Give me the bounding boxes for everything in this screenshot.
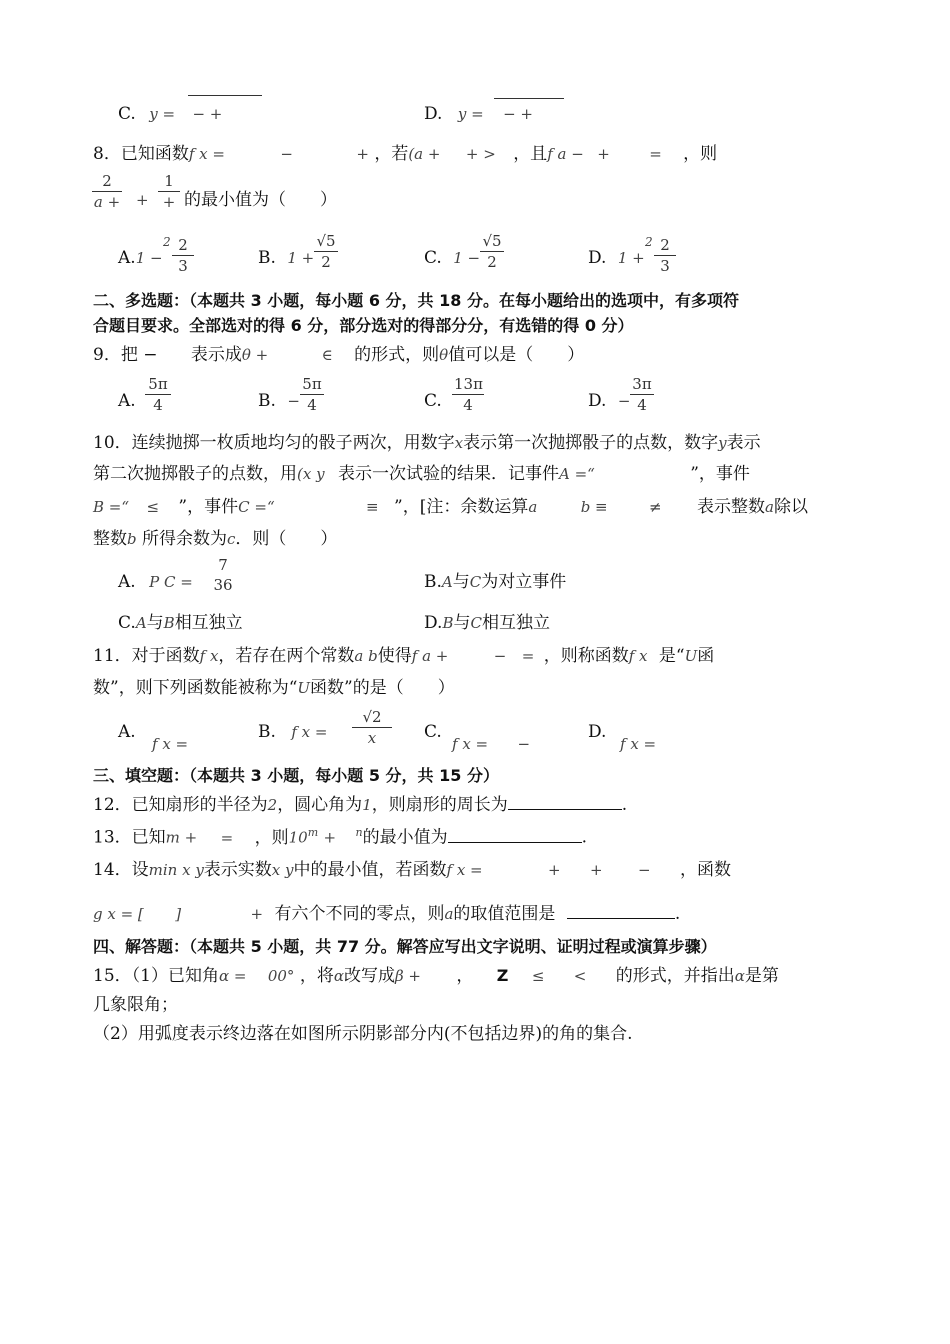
q8-option-a: A.1 − [118,248,163,268]
q9-option-b: B. − [258,391,300,411]
q9-option-d: D. − [588,391,631,411]
q14-line1: 14．设min x y表示实数x y中的最小值，若函数f x = + + − ，函数 [93,860,731,880]
q11-option-c: C. [424,722,442,742]
q14-line2: g x = [ ] + 有六个不同的零点，则a的取值范围是 . [93,904,681,924]
section-4-title: 四、解答题：（本题共 5 小题，共 77 分。解答应写出文字说明、证明过程或演算步骤） [93,937,717,956]
q11-line1: 11．对于函数f x，若存在两个常数a b使得f a + − = ，则称函数f x 是“U函 [93,646,715,666]
q9-d-fraction: $\frac{3\pi}{4}$ [630,375,654,414]
q10-line4: 整数b 所得余数为c．则（ ） [93,529,338,549]
q15-line1: 15．（1）已知角α = 00° ，将α改写成β + ， Z ≤ < 的形式，并指出α是第 [93,966,779,986]
q8-option-d: D. 1 + [588,248,645,268]
q8-d-sup: 2 [645,235,653,249]
q11-option-d: D. [588,722,607,742]
q9-a-fraction: $\frac{5\pi}{4}$ [145,375,171,414]
q11-b-fraction: $\frac{√2}{x}$ [352,708,392,747]
q10-line2: 第二次抛掷骰子的点数，用(x y 表示一次试验的结果．记事件A =“ ”，事件 [93,464,750,484]
q8-fraction-1: $\frac{2}{a +}$ [93,172,121,211]
q11-option-b: B. f x = [258,722,328,742]
q13-answer-blank[interactable] [448,827,582,843]
q8-a-fraction: $\frac{2}{3}$ [172,236,194,275]
q9-option-a: A. [118,391,136,411]
q10-option-a: A. P C = [118,572,193,592]
q7-d-radical-bar [494,98,564,99]
q10-a-fraction: 7 36 [213,556,233,594]
q15-line3: （2）用弧度表示终边落在如图所示阴影部分内(不包括边界)的角的集合. [93,1024,633,1044]
q10-option-c: C.A与B相互独立 [118,613,243,633]
q11-line2: 数”，则下列函数能被称为“U函数”的是（ ） [93,678,455,698]
q10-line1: 10．连续抛掷一枚质地均匀的骰子两次，用数字x表示第一次抛掷骰子的点数，数字y表示 [93,433,761,453]
q9-option-c: C. [424,391,442,411]
q12-answer-blank[interactable] [508,794,622,810]
q8-line1: 8．已知函数f x = − + ，若(a + + > ，且f a − + = ，则 [93,144,718,164]
q8-a-sup: 2 [163,235,171,249]
q8-b-fraction: $\frac{√5}{2}$ [314,232,338,271]
q7-option-c: C. y = − + [118,104,223,124]
q7-option-d: D. y = − + [424,104,533,124]
q8-fraction-2: 1 + [158,172,180,211]
q11-d-expr: f x = [620,735,657,753]
q9-b-fraction: $\frac{5\pi}{4}$ [300,375,324,414]
q8-option-c: C. 1 − [424,248,481,268]
q7-c-radical-bar [188,95,262,96]
q11-option-a: A. [118,722,136,742]
q8-option-b: B. 1 + [258,248,315,268]
q8-plus: + [136,191,149,209]
section-2-title: 二、多选题：（本题共 3 小题，每小题 6 分，共 18 分。在每小题给出的选项中，有多项符 [93,291,739,310]
q15-line2: 几象限角； [93,995,178,1015]
q10-line3: B =“ ≤ ”，事件C =“ ≡ ”，[注：余数运算a b ≡ ≠ 表示整数a除以 [93,497,808,517]
q9-stem: 9．把 − 表示成θ + ∈ 的形式，则θ值可以是（ ） [93,345,585,365]
q12: 12．已知扇形的半径为2，圆心角为1，则扇形的周长为 . [93,795,628,815]
q10-option-b: B.A与C为对立事件 [424,572,567,592]
q14-answer-blank[interactable] [567,903,675,919]
section-2-title-cont: 合题目要求。全部选对的得 6 分，部分选对的得部分分，有选错的得 0 分） [93,316,634,335]
q10-option-d: D.B与C相互独立 [424,613,550,633]
q11-a-expr: f x = [152,735,189,753]
q8-c-fraction: $\frac{√5}{2}$ [480,232,504,271]
q13: 13．已知m + = ，则10$^m$ + $^n$的最小值为 . [93,826,588,848]
q9-c-fraction: $\frac{13\pi}{4}$ [454,375,483,414]
q11-c-expr: f x = − [452,735,531,753]
q8-tail: 的最小值为（ ） [184,190,337,210]
section-3-title: 三、填空题：（本题共 3 小题，每小题 5 分，共 15 分） [93,766,499,785]
q8-d-fraction: $\frac{2}{3}$ [654,236,676,275]
